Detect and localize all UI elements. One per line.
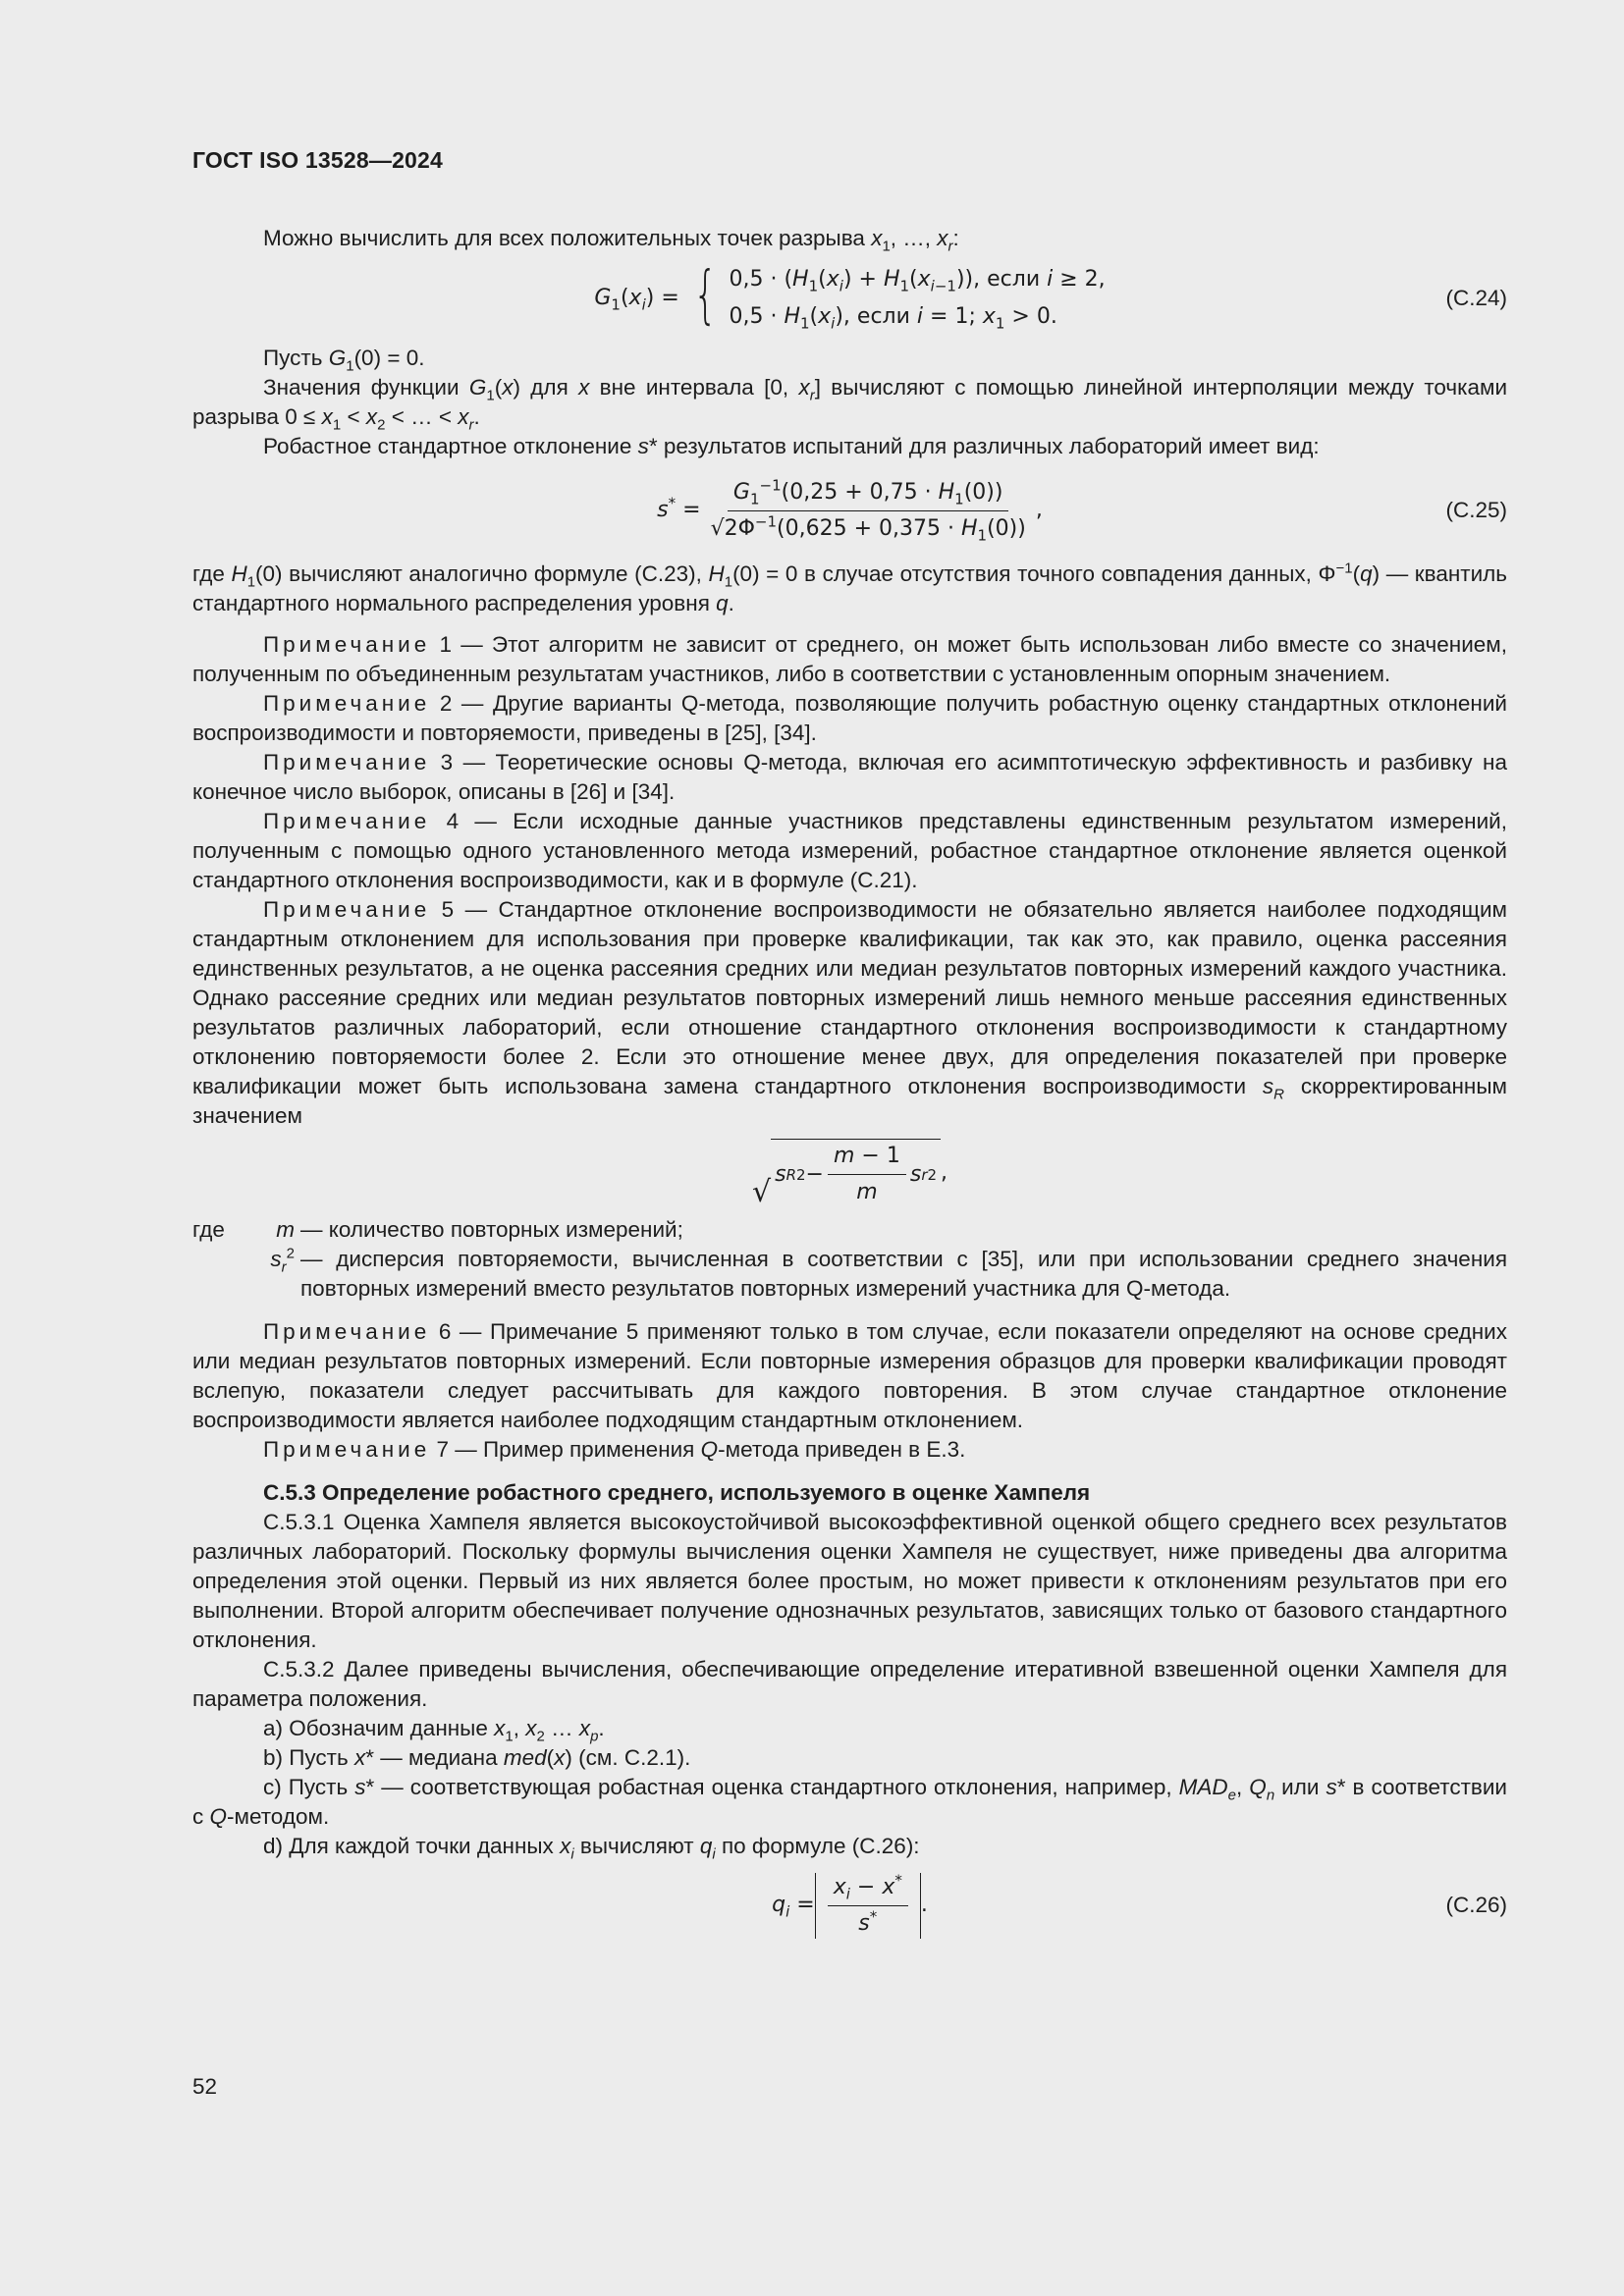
paragraph-interpolation: Значения функции $G_1(x)$ для x вне интервала [0, $x_r$] вычисляют с помощью линейной интерполяции между точками разрыва $0 \le x_1 < x_2$ < … < $x_r$. xyxy=(192,375,1508,434)
intro-paragraph: Можно вычислить для всех положительных точек разрыва $x_1$, …, $x_r$: xyxy=(263,226,959,255)
where-block: где m — количество повторных измерений; $s_r^2$ — дисперсия повторяемости, вычисленная в соответствии с [35], или при использовании среднего значения повторных измерений вместо результатов повторных измерений участника для Q-метода. xyxy=(192,1217,1507,1301)
note-7: Примечание 7 — Пример применения Q-метода приведен в Е.3. xyxy=(263,1437,966,1462)
formula-sqrt: √ s R 2 − $\frac{m - 1}{m}$ s r 2 , xyxy=(192,1131,1507,1215)
list-item-a: a) Обозначим данные $x_1$, $x_2$ … $x_p$. xyxy=(263,1716,605,1745)
formula-c26: $q_i$ = $\frac{x_i - x^*}{s^*}$ . (С.26) xyxy=(192,1861,1507,1949)
formula-c25: s* = $\frac{G_1^{-1}(0,25 + 0,75 \cdot H_1(0))}{√2\Phi^{-1}(0,625 + 0,375 \cdot H_1(0))}$ , (С.25) xyxy=(657,476,1507,544)
note-3: Примечание 3 — Теоретические основы Q-метода, включая его асимптотическую эффективность и разбивку на конечное число выборок, описаны в [26] и [34]. xyxy=(192,750,1507,804)
note-1: Примечание 1 — Этот алгоритм не зависит от среднего, он может быть использован либо вместе со значением, полученным по объединенным результатам участников, либо в соответствии с установленным опорным значением. xyxy=(192,632,1507,686)
note-5: Примечание 5 — Стандартное отклонение воспроизводимости не обязательно является наиболее подходящим стандартным отклонением для использования при проверке квалификации, так как это, как правило, оценка рассеяния единственных результатов, а не оценка рассеяния средних или медиан результатов повторных измерений каждого участника. Однако рассеяние средних или медиан результатов повторных измерений лишь немного меньше рассеяния единственных результатов различных лабораторий, если отношение стандартного отклонения воспроизводимости к стандартному отклонению повторяемости более 2. Если это отношение менее двух, для определения показателей при проверке квалификации может быть использована замена стандартного отклонения воспроизводимости $s_R$ скорректированным значением xyxy=(192,897,1507,1128)
list-item-c: c) Пусть s* — соответствующая робастная оценка стандартного отклонения, например, $MAD_e$, $Q_n$ или s* в соответствии с Q-методом. xyxy=(192,1775,1507,1829)
equation-number-c25: (С.25) xyxy=(1445,498,1507,522)
note-2: Примечание 2 — Другие варианты Q-метода, позволяющие получить робастную оценку стандартных отклонений воспроизводимости и повторяемости, приведены в [25], [34]. xyxy=(192,691,1507,745)
equation-number-c26: (С.26) xyxy=(1445,1893,1507,1917)
paragraph-c531: С.5.3.1 Оценка Хампеля является высокоустойчивой высокоэффективной оценкой общего среднего всех результатов различных лабораторий. Поскольку формулы вычисления оценки Хампеля не существует, ниже приведены два алгоритма определения этой оценки. Первый из них является более простым, но может привести к отклонениям результатов при его выполнении. Второй алгоритм обеспечивает получение однозначных результатов, зависящих только от базового стандартного отклонения. xyxy=(192,1510,1507,1652)
list-item-b: b) Пусть x* — медиана med(x) (см. С.2.1). xyxy=(263,1745,691,1770)
note-4: Примечание 4 — Если исходные данные участников представлены единственным результатом измерений, полученным с помощью одного установленного метода измерений, робастное стандартное отклонение является оценкой стандартного отклонения воспроизводимости, как и в формуле (С.21). xyxy=(192,809,1507,892)
note-6: Примечание 6 — Примечание 5 применяют только в том случае, если показатели определяют на основе средних или медиан результатов повторных измерений. Если повторные измерения образцов для проверки квалификации проводят вслепую, показатели следует рассчитывать для каждого повторения. В этом случае стандартное отклонение воспроизводимости является наиболее подходящим стандартным отклонением. xyxy=(192,1319,1507,1432)
formula-c24: $G_1(x_i)$ = { $0,5 \cdot (H_1(x_i) + H_1(x_{i-1}))$, если i ≥ 2, $0,5 \cdot H_1(x_i)$, если i = 1; $x_1 > 0$. (С.24) xyxy=(594,259,1507,333)
paragraph-let-g: Пусть $G_1(0) = 0$. xyxy=(263,346,425,375)
paragraph-c532: С.5.3.2 Далее приведены вычисления, обеспечивающие определение итеративной взвешенной оценки Хампеля для параметра положения. xyxy=(192,1657,1507,1711)
document-header: ГОСТ ISO 13528—2024 xyxy=(192,147,444,173)
page-body xyxy=(192,224,1507,1949)
paragraph-robust-sd: Робастное стандартное отклонение s* результатов испытаний для различных лабораторий имеет вид: xyxy=(263,434,1320,458)
section-heading-c53: С.5.3 Определение робастного среднего, используемого в оценке Хампеля xyxy=(263,1480,1091,1505)
paragraph-where-h1: где $H_1(0)$ вычисляют аналогично формуле (С.23), $H_1(0) = 0$ в случае отсутствия точного совпадения данных, $\Phi^{-1}(q)$ — квантиль стандартного нормального распределения уровня q. xyxy=(192,560,1508,615)
page-number: 52 xyxy=(192,2074,218,2099)
equation-number-c24: (С.24) xyxy=(1445,286,1507,310)
list-item-d: d) Для каждой точки данных $x_i$ вычисляют $q_i$ по формуле (С.26): xyxy=(263,1834,920,1863)
